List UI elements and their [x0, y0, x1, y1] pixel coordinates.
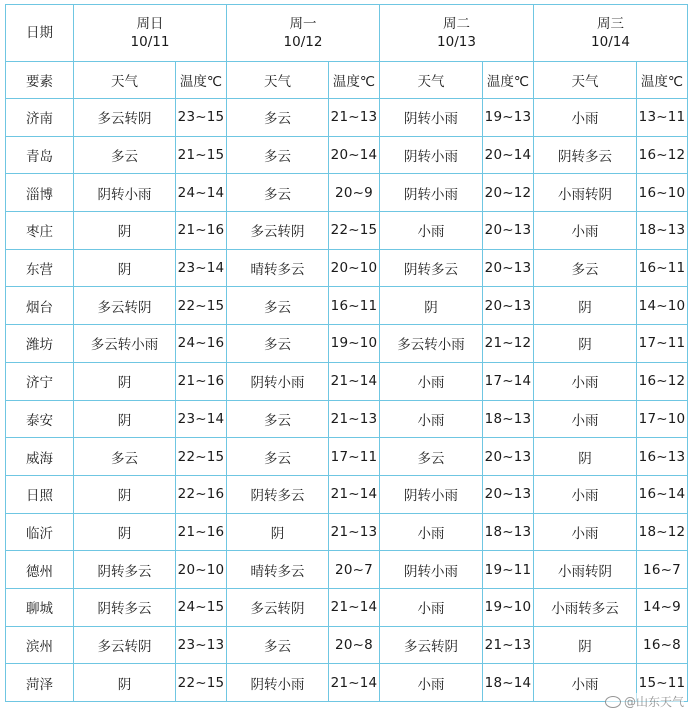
temperature-cell: 20~12: [483, 174, 534, 212]
element-label: 要素: [6, 62, 74, 99]
temperature-cell: 21~13: [329, 400, 380, 438]
table-row: [6, 249, 688, 287]
temperature-cell: 20~9: [329, 174, 380, 212]
weather-cell: 阴: [74, 212, 176, 250]
weather-cell: 小雨转阴: [534, 551, 637, 589]
city-name: 临沂: [6, 513, 74, 551]
city-name: 德州: [6, 551, 74, 589]
temperature-cell: 17~11: [329, 438, 380, 476]
temperature-cell: 21~16: [176, 513, 227, 551]
weather-cell: 小雨: [534, 99, 637, 137]
temperature-cell: 23~14: [176, 400, 227, 438]
weather-cell: 阴: [74, 664, 176, 702]
weibo-logo-icon: [605, 696, 621, 708]
weather-cell: 多云: [227, 400, 329, 438]
temperature-cell: 22~16: [176, 475, 227, 513]
day-date: 10/12: [283, 34, 323, 50]
temperature-cell: 17~14: [483, 362, 534, 400]
weather-cell: 小雨转多云: [534, 588, 637, 626]
weather-cell: 多云: [227, 174, 329, 212]
temperature-cell: 20~13: [483, 249, 534, 287]
weather-cell: 多云转阴: [74, 626, 176, 664]
day-header-sun: [74, 5, 227, 62]
temperature-cell: 20~10: [176, 551, 227, 589]
temperature-cell: 16~13: [637, 438, 688, 476]
temperature-cell: 24~15: [176, 588, 227, 626]
weather-cell: 阴: [534, 287, 637, 325]
city-name: 东营: [6, 249, 74, 287]
forecast-table-body: [6, 5, 688, 702]
weather-cell: 阴: [534, 325, 637, 363]
day-date: 10/14: [591, 34, 630, 50]
temperature-cell: 21~14: [329, 362, 380, 400]
temperature-cell: 21~16: [176, 212, 227, 250]
temperature-cell: 22~15: [176, 438, 227, 476]
day-name: 周二: [443, 16, 470, 32]
weather-cell: 小雨: [380, 362, 483, 400]
weather-cell: 小雨: [380, 513, 483, 551]
temperature-cell: 19~10: [329, 325, 380, 363]
weather-cell: 多云转小雨: [74, 325, 176, 363]
table-row: [6, 325, 688, 363]
day-header-tue: [380, 5, 534, 62]
table-row: [6, 400, 688, 438]
watermark: [605, 693, 684, 710]
temperature-cell: 16~11: [637, 249, 688, 287]
weather-cell: 多云转小雨: [380, 325, 483, 363]
weather-cell: 小雨转阴: [534, 174, 637, 212]
temperature-cell: 22~15: [176, 287, 227, 325]
weather-cell: 阴转小雨: [380, 136, 483, 174]
temperature-cell: 20~10: [329, 249, 380, 287]
weather-cell: 多云转阴: [380, 626, 483, 664]
temperature-cell: 16~12: [637, 362, 688, 400]
temperature-cell: 21~14: [329, 664, 380, 702]
weather-cell: 多云转阴: [227, 588, 329, 626]
city-name: 枣庄: [6, 212, 74, 250]
weather-cell: 阴转多云: [534, 136, 637, 174]
temperature-cell: 20~13: [483, 212, 534, 250]
city-name: 济南: [6, 99, 74, 137]
temperature-cell: 18~13: [483, 400, 534, 438]
day-name: 周日: [136, 16, 164, 32]
day-name: 周一: [289, 16, 317, 32]
weather-cell: 小雨: [380, 664, 483, 702]
weather-cell: 阴转多云: [74, 551, 176, 589]
table-row: [6, 212, 688, 250]
temperature-cell: 17~11: [637, 325, 688, 363]
temperature-cell: 14~9: [637, 588, 688, 626]
weather-cell: 阴转多云: [227, 475, 329, 513]
city-name: 泰安: [6, 400, 74, 438]
table-row: [6, 475, 688, 513]
weather-cell: 阴: [74, 249, 176, 287]
temperature-cell: 20~8: [329, 626, 380, 664]
weather-cell: 晴转多云: [227, 249, 329, 287]
weather-cell: 阴: [74, 513, 176, 551]
city-name: 威海: [6, 438, 74, 476]
weather-cell: 小雨: [380, 212, 483, 250]
table-row: [6, 664, 688, 702]
city-name: 日照: [6, 475, 74, 513]
table-row: [6, 588, 688, 626]
table-row: [6, 626, 688, 664]
weather-cell: 多云: [227, 136, 329, 174]
weather-cell: 多云: [227, 287, 329, 325]
weather-cell: 多云转阴: [227, 212, 329, 250]
temp-col-header: 温度℃: [637, 62, 688, 99]
city-name: 济宁: [6, 362, 74, 400]
weather-cell: 多云: [380, 438, 483, 476]
weather-cell: 多云转阴: [74, 99, 176, 137]
city-name: 菏泽: [6, 664, 74, 702]
table-row: [6, 362, 688, 400]
weather-cell: 小雨: [534, 362, 637, 400]
temperature-cell: 21~13: [329, 513, 380, 551]
date-label: 日期: [6, 5, 74, 62]
temperature-cell: 17~10: [637, 400, 688, 438]
city-name: 青岛: [6, 136, 74, 174]
weather-cell: 多云: [534, 249, 637, 287]
weather-cell: 阴转多云: [74, 588, 176, 626]
table-row: [6, 99, 688, 137]
temperature-cell: 19~11: [483, 551, 534, 589]
temperature-cell: 21~12: [483, 325, 534, 363]
table-row: [6, 513, 688, 551]
temperature-cell: 21~16: [176, 362, 227, 400]
temperature-cell: 13~11: [637, 99, 688, 137]
weather-cell: 阴: [534, 438, 637, 476]
temperature-cell: 23~15: [176, 99, 227, 137]
temperature-cell: 20~7: [329, 551, 380, 589]
weather-cell: 阴转小雨: [74, 174, 176, 212]
table-row: [6, 551, 688, 589]
temperature-cell: 18~13: [637, 212, 688, 250]
weather-cell: 小雨: [534, 400, 637, 438]
weather-cell: 多云转阴: [74, 287, 176, 325]
weather-cell: 小雨: [534, 212, 637, 250]
temperature-cell: 24~16: [176, 325, 227, 363]
weather-cell: 晴转多云: [227, 551, 329, 589]
day-date: 10/13: [437, 34, 476, 50]
temperature-cell: 14~10: [637, 287, 688, 325]
temperature-cell: 16~11: [329, 287, 380, 325]
weather-cell: 多云: [227, 325, 329, 363]
weather-cell: 阴: [534, 626, 637, 664]
date-header-row: [6, 5, 688, 62]
temperature-cell: 18~12: [637, 513, 688, 551]
weather-cell: 小雨: [534, 664, 637, 702]
watermark-text: @山东天气: [623, 695, 684, 709]
day-name: 周三: [597, 16, 624, 32]
weather-cell: 多云: [227, 438, 329, 476]
temperature-cell: 18~13: [483, 513, 534, 551]
temperature-cell: 19~10: [483, 588, 534, 626]
temperature-cell: 16~7: [637, 551, 688, 589]
temp-col-header: 温度℃: [176, 62, 227, 99]
weather-cell: 阴转小雨: [380, 174, 483, 212]
temp-col-header: 温度℃: [483, 62, 534, 99]
weather-cell: 阴: [74, 362, 176, 400]
weather-cell: 阴转多云: [380, 249, 483, 287]
day-header-wed: [534, 5, 688, 62]
temperature-cell: 20~14: [329, 136, 380, 174]
weather-col-header: 天气: [227, 62, 329, 99]
weather-col-header: 天气: [534, 62, 637, 99]
weather-cell: 阴: [74, 400, 176, 438]
temperature-cell: 15~11: [637, 664, 688, 702]
table-row: [6, 287, 688, 325]
city-name: 淄博: [6, 174, 74, 212]
temperature-cell: 22~15: [329, 212, 380, 250]
temperature-cell: 16~14: [637, 475, 688, 513]
weather-cell: 多云: [227, 626, 329, 664]
temperature-cell: 21~14: [329, 588, 380, 626]
temperature-cell: 20~13: [483, 438, 534, 476]
weather-cell: 阴转小雨: [380, 551, 483, 589]
weather-cell: 阴: [74, 475, 176, 513]
weather-cell: 多云: [74, 136, 176, 174]
day-date: 10/11: [130, 34, 170, 50]
forecast-table: [5, 4, 688, 702]
temperature-cell: 16~8: [637, 626, 688, 664]
weather-cell: 阴转小雨: [227, 362, 329, 400]
weather-cell: 阴转小雨: [227, 664, 329, 702]
temperature-cell: 21~13: [329, 99, 380, 137]
city-name: 潍坊: [6, 325, 74, 363]
table-row: [6, 174, 688, 212]
temperature-cell: 20~14: [483, 136, 534, 174]
element-header-row: [6, 62, 688, 99]
temperature-cell: 20~13: [483, 475, 534, 513]
weather-cell: 小雨: [380, 588, 483, 626]
temperature-cell: 20~13: [483, 287, 534, 325]
temperature-cell: 24~14: [176, 174, 227, 212]
temperature-cell: 22~15: [176, 664, 227, 702]
weather-cell: 小雨: [534, 475, 637, 513]
temperature-cell: 16~12: [637, 136, 688, 174]
weather-cell: 阴: [227, 513, 329, 551]
temperature-cell: 16~10: [637, 174, 688, 212]
city-name: 聊城: [6, 588, 74, 626]
weather-col-header: 天气: [74, 62, 176, 99]
weather-cell: 多云: [227, 99, 329, 137]
temperature-cell: 21~15: [176, 136, 227, 174]
table-row: [6, 136, 688, 174]
table-row: [6, 438, 688, 476]
temperature-cell: 19~13: [483, 99, 534, 137]
temperature-cell: 21~13: [483, 626, 534, 664]
weather-cell: 阴转小雨: [380, 99, 483, 137]
forecast-table-wrapper: [5, 4, 688, 702]
city-name: 滨州: [6, 626, 74, 664]
temp-col-header: 温度℃: [329, 62, 380, 99]
day-header-mon: [227, 5, 380, 62]
temperature-cell: 23~13: [176, 626, 227, 664]
weather-col-header: 天气: [380, 62, 483, 99]
city-name: 烟台: [6, 287, 74, 325]
weather-cell: 小雨: [534, 513, 637, 551]
temperature-cell: 18~14: [483, 664, 534, 702]
weather-cell: 阴: [380, 287, 483, 325]
temperature-cell: 23~14: [176, 249, 227, 287]
weather-cell: 多云: [74, 438, 176, 476]
weather-cell: 小雨: [380, 400, 483, 438]
weather-cell: 阴转小雨: [380, 475, 483, 513]
temperature-cell: 21~14: [329, 475, 380, 513]
